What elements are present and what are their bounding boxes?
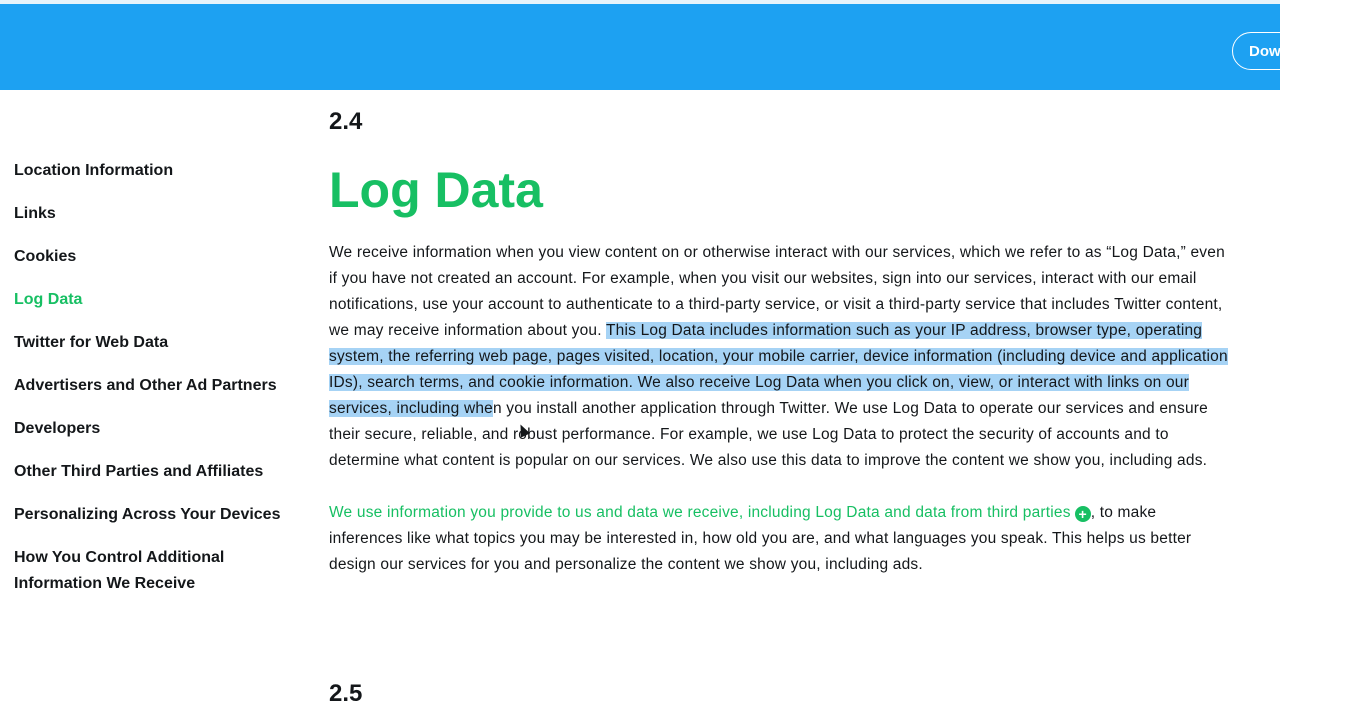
log-data-paragraph [329, 240, 1229, 474]
sidebar-item-personalizing-devices[interactable]: Personalizing Across Your Devices [14, 506, 281, 523]
sidebar-item-other-third-parties[interactable]: Other Third Parties and Affiliates [14, 463, 264, 480]
top-header-bar [0, 0, 1355, 90]
page-title: Log Data [329, 162, 543, 218]
sidebar-nav [14, 158, 284, 614]
sidebar-item-developers[interactable]: Developers [14, 420, 101, 437]
sidebar-item-log-data[interactable]: Log Data [14, 291, 83, 308]
plus-circle-icon[interactable]: + [1075, 506, 1091, 522]
sidebar-item-cookies[interactable]: Cookies [14, 248, 77, 265]
next-section-number: 2.5 [329, 680, 363, 707]
sidebar-item-location-information[interactable]: Location Information [14, 162, 174, 179]
inferences-paragraph [329, 500, 1229, 578]
sidebar-item-links[interactable]: Links [14, 205, 56, 222]
sidebar-item-advertisers[interactable]: Advertisers and Other Ad Partners [14, 377, 277, 394]
selected-text: This Log Data includes information such as your IP address, browser type, operating system, the referring web page, pages visited, location, your mobile carrier, device information (including device and application IDs), search terms, and cookie information. We also receive Log Data when you click on, view, or interact with links on our services, including whe [329, 322, 1228, 417]
paragraph-text: We receive information when you view content on or otherwise interact with our services, which we refer to as “Log Data,” even if you have not created an account. For example, when you visit our websites, sign into our services, interact with our email notifications, use your account to authenticate to a third-party service, or visit a third-party service that includes Twitter content, we may receive information about you. [329, 244, 1225, 339]
inferences-text: , to make inferences like what topics you may be interested in, how old you are, and what languages you speak. This helps us better design our services for you and personalize the content we show you, including ads. [329, 504, 1192, 573]
main-content [329, 104, 1229, 578]
sidebar-item-twitter-for-web-data[interactable]: Twitter for Web Data [14, 334, 169, 351]
expandable-summary-link[interactable]: We use information you provide to us and data we receive, including Log Data and data from third parties [329, 504, 1071, 521]
paragraph-text-continued: n you install another application through Twitter. We use Log Data to operate our services and ensure their secure, reliable, and robust performance. For example, we use Log Data to protect the security of accounts and to determine what content is popular on our services. We also use this data to improve the content we show you, including ads. [329, 400, 1208, 469]
sidebar-item-control-additional-info[interactable]: How You Control Additional Information We Receive [14, 549, 225, 592]
download-pdf-button[interactable]: Download PDF [1232, 32, 1322, 70]
section-number: 2.4 [329, 108, 363, 135]
